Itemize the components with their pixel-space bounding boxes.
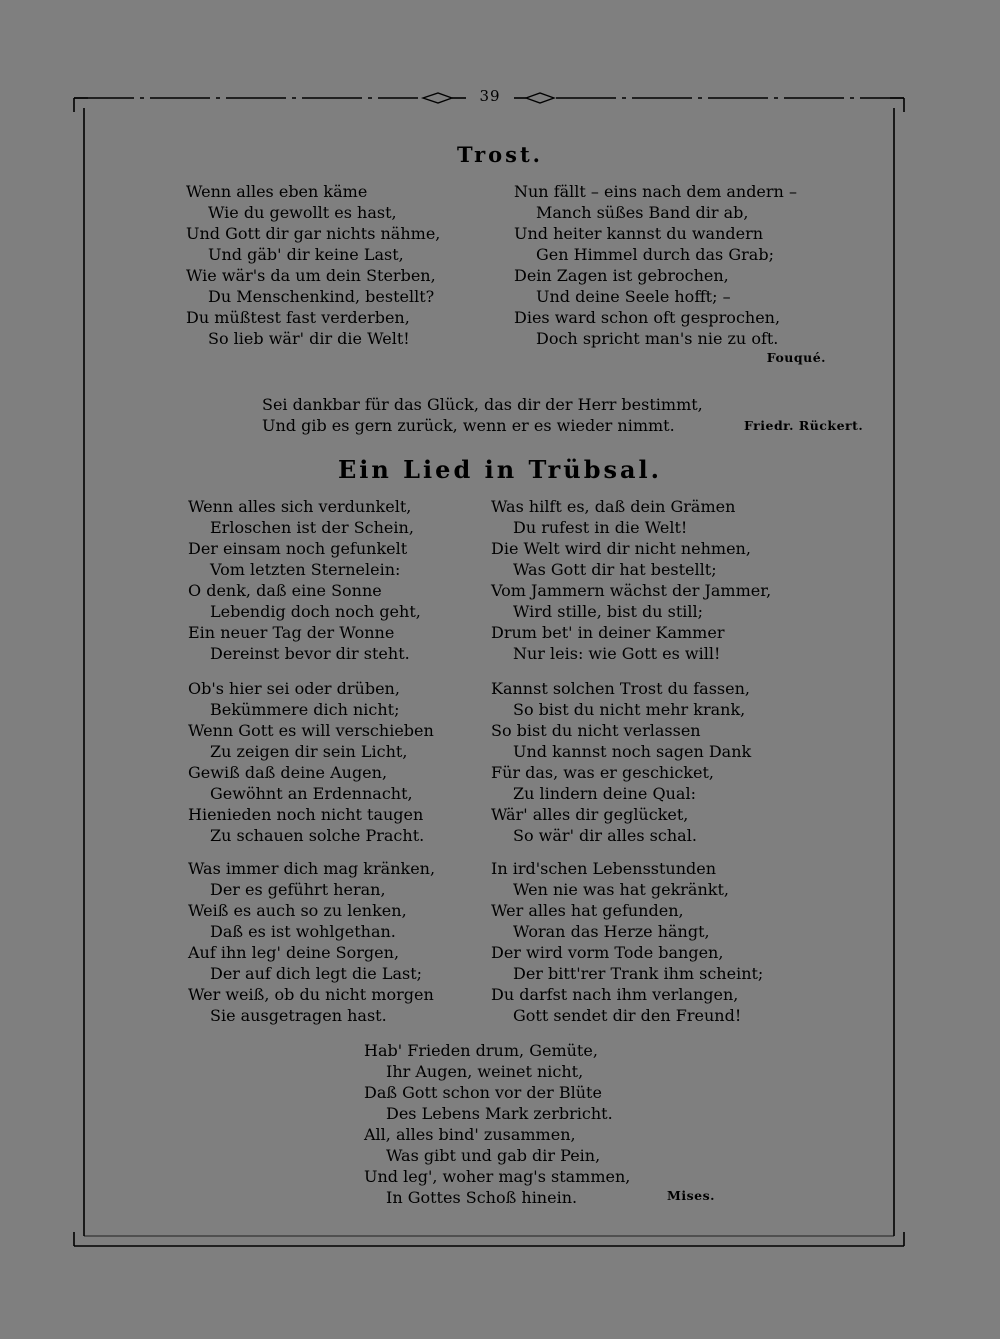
verse-line: Des Lebens Mark zerbricht. [386,1104,613,1123]
verse-line: Ihr Augen, weinet nicht, [386,1062,584,1081]
verse-line: Kannst solchen Trost du fassen, [491,679,750,698]
verse-line: Der wird vorm Tode bangen, [491,943,724,962]
verse-line: All, alles bind' zusammen, [364,1125,576,1144]
verse-line: Daß es ist wohlgethan. [210,922,396,941]
verse-line: Und gäb' dir keine Last, [208,245,404,264]
verse-line: Und deine Seele hofft; – [536,287,731,306]
verse-line: Wird stille, bist du still; [513,602,703,621]
verse-line: Gott sendet dir den Freund! [513,1006,742,1025]
page-number: 39 [479,87,501,105]
verse-line: Dein Zagen ist gebrochen, [514,266,729,285]
verse-line: Was immer dich mag kränken, [188,859,436,878]
epigram [262,394,703,436]
verse-line: Der es geführt heran, [210,880,386,899]
verse-line: Zu lindern deine Qual: [513,784,696,803]
verse-line: Wenn alles eben käme [186,182,368,201]
verse-line: Und Gott dir gar nichts nähme, [186,224,441,243]
verse-line: Und gib es gern zurück, wenn er es wieder nimmt. [262,416,675,435]
poem2-stanza-right-1 [491,496,771,664]
verse-line: Sie ausgetragen hast. [210,1006,387,1025]
poem2-stanza-right-2 [491,678,751,846]
verse-line: Zu schauen solche Pracht. [210,826,425,845]
verse-line: Du rufest in die Welt! [513,518,688,537]
verse-line: Wer weiß, ob du nicht morgen [188,985,434,1004]
poem2-stanza-left-3 [188,858,435,1026]
verse-line: Ein neuer Tag der Wonne [188,623,395,642]
verse-line: Wenn alles sich verdunkelt, [188,497,412,516]
poem1-author: Fouqué. [766,350,826,365]
verse-line: Und leg', woher mag's stammen, [364,1167,631,1186]
verse-line: Nur leis: wie Gott es will! [513,644,721,663]
verse-line: So bist du nicht mehr krank, [513,700,746,719]
verse-line: Und heiter kannst du wandern [514,224,764,243]
verse-line: Woran das Herze hängt, [513,922,710,941]
verse-line: Der bitt'rer Trank ihm scheint; [513,964,764,983]
verse-line: Zu zeigen dir sein Licht, [210,742,408,761]
verse-line: Der auf dich legt die Last; [210,964,423,983]
verse-line: Gewöhnt an Erdennacht, [210,784,413,803]
poem2-stanza-final [364,1040,630,1208]
verse-line: Du darfst nach ihm verlangen, [491,985,739,1004]
verse-line: Hab' Frieden drum, Gemüte, [364,1041,598,1060]
verse-line: Was hilft es, daß dein Grämen [491,497,736,516]
verse-line: Dies ward schon oft gesprochen, [514,308,781,327]
verse-line: Wär' alles dir geglücket, [491,805,689,824]
verse-line: Wie du gewollt es hast, [208,203,397,222]
poem2-stanza-left-1 [188,496,421,664]
verse-line: Dereinst bevor dir steht. [210,644,410,663]
verse-line: Was Gott dir hat bestellt; [513,560,717,579]
verse-line: Doch spricht man's nie zu oft. [536,329,779,348]
verse-line: Nun fällt – eins nach dem andern – [514,182,797,201]
poem-title-lied: Ein Lied in Trübsal. [337,455,663,484]
verse-line: So lieb wär' dir die Welt! [208,329,410,348]
verse-line: Wie wär's da um dein Sterben, [186,266,436,285]
poem2-author: Mises. [667,1188,715,1203]
verse-line: Sei dankbar für das Glück, das dir der Herr bestimmt, [262,395,703,414]
verse-line: Gen Himmel durch das Grab; [536,245,774,264]
poem2-stanza-left-2 [188,678,434,846]
verse-line: Gewiß daß deine Augen, [188,763,388,782]
verse-line: Wenn Gott es will verschieben [188,721,434,740]
verse-line: Daß Gott schon vor der Blüte [364,1083,602,1102]
verse-line: O denk, daß eine Sonne [188,581,382,600]
poem-title-trost: Trost. [456,142,543,167]
poem1-left-column [186,181,440,349]
verse-line: In ird'schen Lebensstunden [491,859,717,878]
verse-line: Für das, was er geschicket, [491,763,714,782]
verse-line: Der einsam noch gefunkelt [188,539,408,558]
verse-line: Wen nie was hat gekränkt, [513,880,729,899]
poem2-stanza-right-3 [491,858,763,1026]
epigram-author: Friedr. Rückert. [744,418,864,433]
verse-line: Vom letzten Sternelein: [210,560,401,579]
verse-line: So bist du nicht verlassen [491,721,701,740]
verse-line: So wär' dir alles schal. [513,826,697,845]
verse-line: Wer alles hat gefunden, [491,901,684,920]
poem1-right-column [514,181,797,349]
verse-line: Bekümmere dich nicht; [210,700,400,719]
verse-line: Und kannst noch sagen Dank [513,742,752,761]
verse-line: Du müßtest fast verderben, [186,308,410,327]
verse-line: Vom Jammern wächst der Jammer, [491,581,772,600]
verse-line: Lebendig doch noch geht, [210,602,421,621]
verse-line: Drum bet' in deiner Kammer [491,623,725,642]
verse-line: Erloschen ist der Schein, [210,518,414,537]
verse-line: Hienieden noch nicht taugen [188,805,424,824]
verse-line: Weiß es auch so zu lenken, [188,901,407,920]
verse-line: Die Welt wird dir nicht nehmen, [491,539,751,558]
verse-line: Was gibt und gab dir Pein, [386,1146,601,1165]
verse-line: Auf ihn leg' deine Sorgen, [188,943,400,962]
verse-line: Du Menschenkind, bestellt? [208,287,435,306]
verse-line: In Gottes Schoß hinein. [386,1188,578,1207]
verse-line: Ob's hier sei oder drüben, [188,679,400,698]
verse-line: Manch süßes Band dir ab, [536,203,749,222]
